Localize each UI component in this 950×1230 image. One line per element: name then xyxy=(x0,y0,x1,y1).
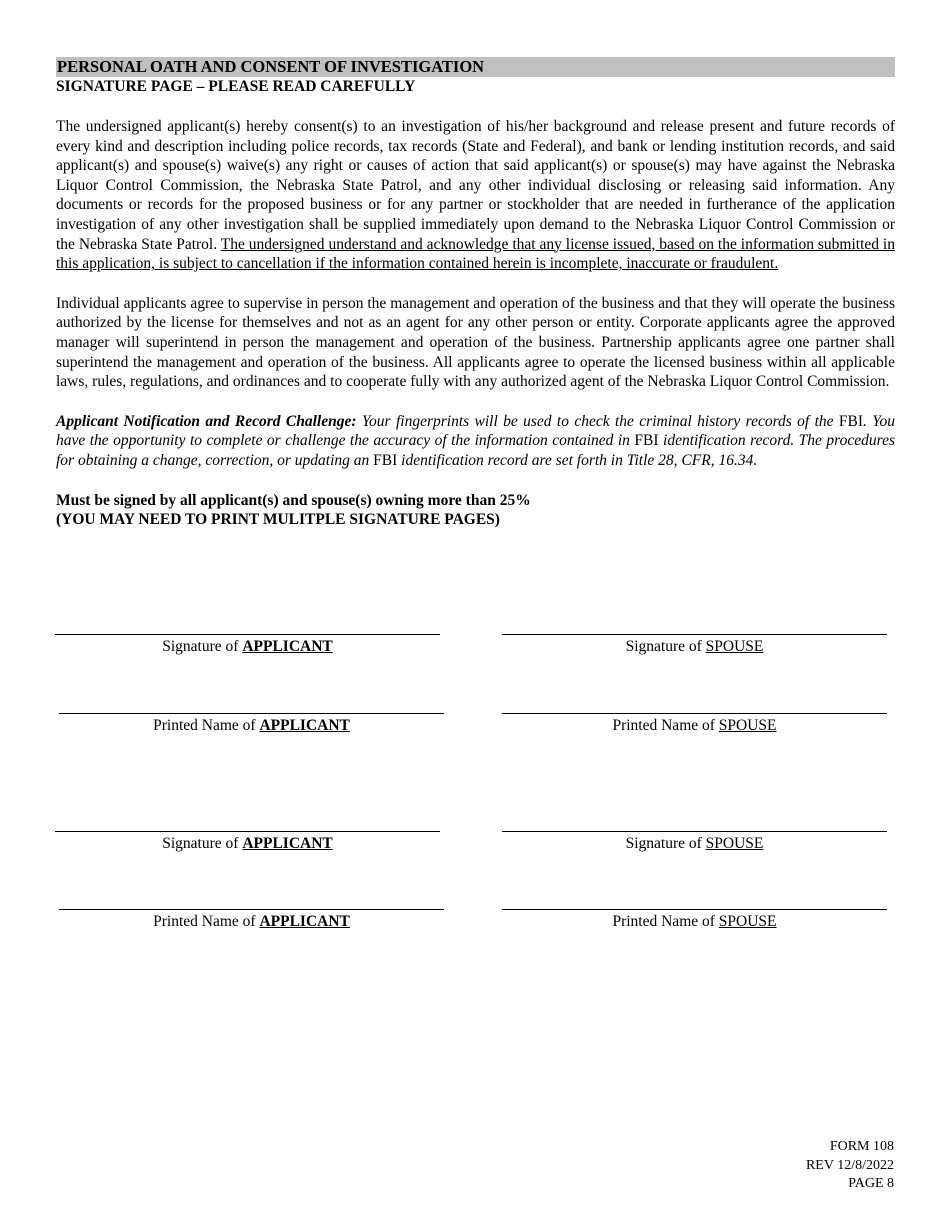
applicant-label: APPLICANT xyxy=(242,638,333,655)
signature-line xyxy=(55,831,440,832)
spouse-signature-field-2[interactable] xyxy=(502,831,887,854)
signature-line xyxy=(502,634,887,635)
fbi-text-3: FBI xyxy=(373,451,398,469)
form-footer xyxy=(806,1138,894,1194)
notification-label: Applicant Notification and Record Challenge: xyxy=(56,412,357,430)
applicant-printed-name-field-1[interactable] xyxy=(59,713,444,736)
signature-label: Signature of xyxy=(162,638,243,655)
must-sign-line-2: (YOU MAY NEED TO PRINT MULITPLE SIGNATURE PAGES) xyxy=(56,511,500,529)
printed-name-label: Printed Name of xyxy=(153,913,260,930)
signature-line xyxy=(502,831,887,832)
applicant-printed-name-field-2[interactable] xyxy=(59,909,444,932)
fbi-text-1: FBI xyxy=(838,412,864,430)
applicant-label: APPLICANT xyxy=(242,835,333,852)
applicant-label: APPLICANT xyxy=(259,717,350,734)
document-body xyxy=(56,57,895,530)
signature-line xyxy=(502,909,887,910)
notification-text-3: identification record. The procedures for obtaining a change, correction, or updating an xyxy=(56,432,895,469)
signature-line xyxy=(55,634,440,635)
form-number: FORM 108 xyxy=(829,1139,894,1154)
applicant-label: APPLICANT xyxy=(259,913,350,930)
notification-text-2: . You have the opportunity to complete or challenge the accuracy of the information contained in xyxy=(56,412,895,450)
must-sign-notice xyxy=(56,491,895,530)
page-number: PAGE 8 xyxy=(848,1176,894,1191)
spouse-label: SPOUSE xyxy=(718,717,777,734)
signature-label: Signature of xyxy=(625,638,706,655)
spouse-signature-field-1[interactable] xyxy=(502,634,887,657)
spouse-printed-name-field-1[interactable] xyxy=(502,713,887,736)
signature-line xyxy=(59,909,444,910)
applicant-signature-field-1[interactable] xyxy=(55,634,440,657)
page-title: PERSONAL OATH AND CONSENT OF INVESTIGATION xyxy=(56,57,895,77)
signature-line xyxy=(502,713,887,714)
consent-paragraph xyxy=(56,117,895,274)
signature-label: Signature of xyxy=(625,835,706,852)
printed-name-label: Printed Name of xyxy=(612,717,719,734)
spouse-label: SPOUSE xyxy=(705,638,764,655)
fbi-text-2: FBI xyxy=(634,432,659,450)
form-revision: REV 12/8/2022 xyxy=(805,1157,894,1173)
supervise-paragraph: Individual applicants agree to supervise in person the management and operation of the business and that they will operate the business authorized by the license for themselves and not as an agent for any other person or entity. Corporate applicants agree the approved manager will superintend in person the management and operation of the business. Partnership applicants agree one partner shall superintend the management and operation of the business. All applicants agree to operate the licensed business within all applicable laws, rules, regulations, and ordinances and to cooperate fully with any authorized agent of the Nebraska Liquor Control Commission. xyxy=(56,294,895,391)
spouse-label: SPOUSE xyxy=(718,913,777,930)
spouse-printed-name-field-2[interactable] xyxy=(502,909,887,932)
page-subtitle: SIGNATURE PAGE – PLEASE READ CAREFULLY xyxy=(56,78,416,95)
signature-line xyxy=(59,713,444,714)
consent-text: The undersigned applicant(s) hereby consent(s) to an investigation of his/her background and release present and future records of every kind and description including police records, tax records (State and Federal), and bank or lending institution records, and said applicant(s) and spouse(s) waive(s) any right or causes of action that said applicant(s) or spouse(s) may have against the Nebraska Liquor Control Commission, the Nebraska State Patrol, and any other individual disclosing or releasing said information. Any documents or records for the proposed business or for any partner or stockholder that are needed in furtherance of the application investigation of any other investigation shall be supplied immediately upon demand to the Nebraska Liquor Control Commission or the Nebraska State Patrol. xyxy=(56,118,895,253)
spouse-label: SPOUSE xyxy=(705,835,764,852)
must-sign-line-1: Must be signed by all applicant(s) and spouse(s) owning more than 25% xyxy=(56,491,531,509)
applicant-signature-field-2[interactable] xyxy=(55,831,440,854)
notification-text-4: identification record are set forth in Title 28, CFR, 16.34. xyxy=(397,451,758,469)
notification-paragraph xyxy=(56,412,895,471)
signature-label: Signature of xyxy=(162,835,243,852)
printed-name-label: Printed Name of xyxy=(153,717,260,734)
consent-underlined-text: The undersigned understand and acknowledge that any license issued, based on the information submitted in this application, is subject to cancellation if the information contained herein is incomplete, inaccurate or fraudulent. xyxy=(56,235,895,273)
notification-text-1: Your fingerprints will be used to check the criminal history records of the xyxy=(356,412,839,430)
printed-name-label: Printed Name of xyxy=(612,913,719,930)
